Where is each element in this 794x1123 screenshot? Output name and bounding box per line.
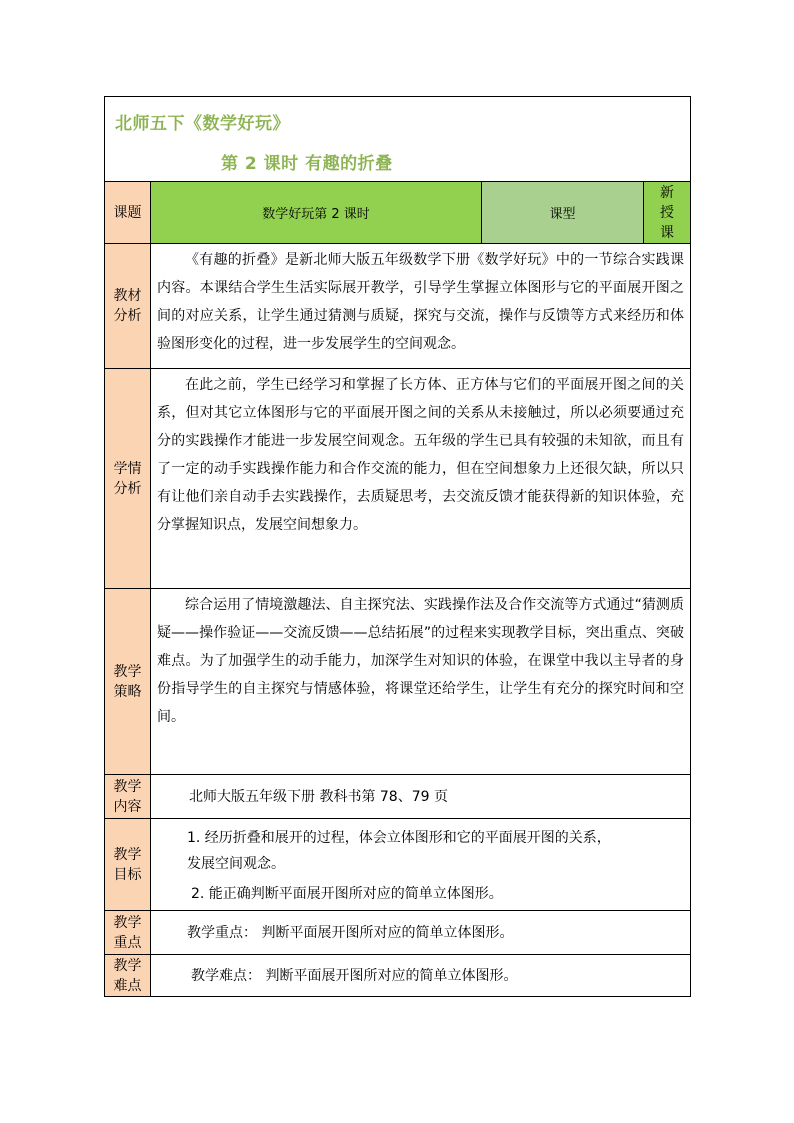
type-char: 课 [660,224,674,241]
goal-item-2: 2. 能正确判断平面展开图所对应的简单立体图形。 [191,886,503,902]
type-char: 授 [660,204,674,221]
label-material-analysis: 教材 分析 [105,244,151,369]
difficulty-text: 教学难点： 判断平面展开图所对应的简单立体图形。 [191,967,518,984]
type-char: 新 [660,184,674,201]
teaching-content-cell [151,775,691,819]
difficulty-cell [151,955,691,997]
label-topic: 课题 [105,182,151,244]
label-teaching-goals: 教学 目标 [105,819,151,911]
document-title: 北师五下《数学好玩》 [115,114,290,134]
goal-item-1-continued: 发展空间观念。 [187,856,285,872]
lesson-plan-sheet [104,96,690,997]
type-label: 课型 [482,182,644,244]
teaching-goals-cell [151,819,691,911]
teaching-strategy-text: 综合运用了情境激趣法、自主探究法、实践操作法及合作交流等方式通过“猜测质疑——操作验证——交流反馈——总结拓展”的过程来实现教学目标，突出重点、突破难点。为了加强学生的动手能力，加深学生对知识的体验，在课堂中我以主导者的身份指导学生的自主探究与情感体验，将课堂还给学生，让学生有充分的探究时间和空间。 [151,589,691,775]
lesson-title: 第 2 课时 有趣的折叠 [221,154,393,174]
type-value [644,182,691,244]
student-analysis-text: 在此之前，学生已经学习和掌握了长方体、正方体与它们的平面展开图之间的关系，但对其它立体图形与它的平面展开图之间的关系从未接触过，所以必须要通过充分的实践操作才能进一步发展空间观念。五年级的学生已具有较强的未知欲，而且有了一定的动手实践操作能力和合作交流的能力，但在空间想象力上还很欠缺，所以只有让他们亲自动手去实践操作，去质疑思考，去交流反馈才能获得新的知识体验，充分掌握知识点，发展空间想象力。 [151,369,691,589]
key-point-text: 教学重点： 判断平面展开图所对应的简单立体图形。 [187,924,514,941]
label-teaching-strategy: 教学 策略 [105,589,151,775]
material-analysis-text: 《有趣的折叠》是新北师大版五年级数学下册《数学好玩》中的一节综合实践课内容。本课结合学生生活实际展开教学，引导学生掌握立体图形与它的平面展开图之间的对应关系，让学生通过猜测与质疑，探究与交流，操作与反馈等方式来经历和体验图形变化的过程，进一步发展学生的空间观念。 [151,244,691,369]
teaching-content-text: 北师大版五年级下册 教科书第 78、79 页 [189,788,448,805]
goal-item-1: 1. 经历折叠和展开的过程，体会立体图形和它的平面展开图的关系， [187,830,611,846]
label-difficulty: 教学 难点 [105,955,151,997]
label-key-point: 教学 重点 [105,911,151,955]
lesson-plan-table [104,96,691,997]
title-cell [105,97,691,182]
label-teaching-content: 教学 内容 [105,775,151,819]
label-student-analysis: 学情 分析 [105,369,151,589]
key-point-cell [151,911,691,955]
topic-value: 数学好玩第 2 课时 [151,182,482,244]
